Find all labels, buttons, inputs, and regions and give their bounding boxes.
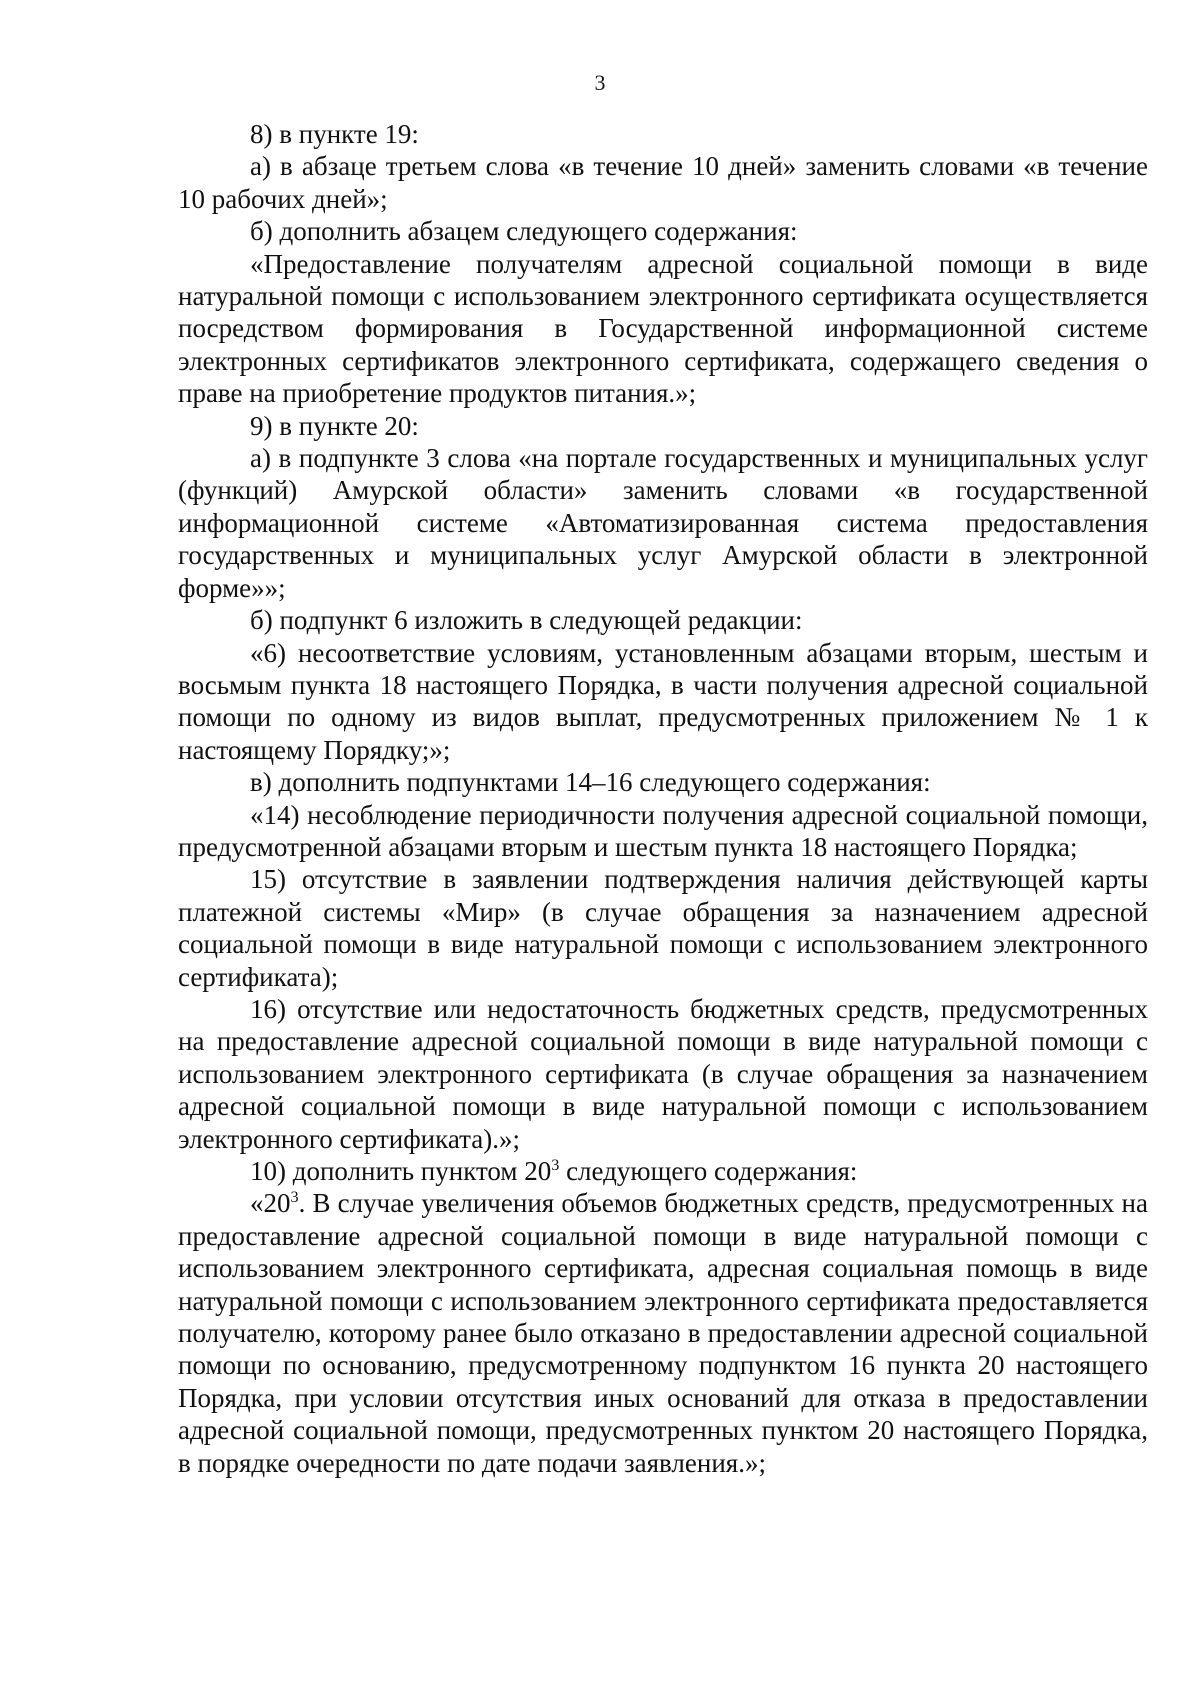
superscript-mark: 3 [290, 1188, 299, 1207]
superscript-mark: 3 [551, 1156, 560, 1174]
paragraph-item-10-text-end: следующего содержания: [559, 1156, 858, 1186]
paragraph-item-9b: б) подпункт 6 изложить в следующей редакции: [250, 605, 803, 636]
paragraph-point-20-3 [178, 1187, 1148, 1479]
paragraph-item-8a: а) в абзаце третьем слова «в течение 10 дней» заменить словами «в течение 10 рабочих дней»; [178, 151, 1148, 214]
paragraph-item-10 [178, 1155, 1148, 1187]
paragraph-quote-electronic-certificate: «Предоставление получателям адресной социальной помощи в виде натуральной помощи с использованием электронного сертификата осуществляется посредством формирования в Государственной информационной системе электронных сертификатов электронного сертификата, содержащего сведения о праве на приобретение продуктов питания.»; [178, 248, 1148, 409]
page-number: 3 [594, 70, 606, 95]
paragraph-subitem-6: «6) несоответствие условиям, установленным абзацами вторым, шестым и восьмым пункта 18 настоящего Порядка, в части получения адресной социальной помощи по одному из видов выплат, предусмотренных приложением № 1 к настоящему Порядку;»; [178, 637, 1148, 765]
paragraph-subitem-16: 16) отсутствие или недостаточность бюджетных средств, предусмотренных на предоставление адресной социальной помощи в виде натуральной помощи с использованием электронного сертификата (в случае обращения за назначением адресной социальной помощи в виде натуральной помощи с использованием электронного сертификата).»; [178, 993, 1148, 1154]
paragraph-item-9a: а) в подпункте 3 слова «на портале государственных и муниципальных услуг (функций) Амурской области» заменить словами «в государственной информационной системе «Автоматизированная система предоставления государственных и муниципальных услуг Амурской области в электронной форме»»; [178, 443, 1148, 603]
paragraph-item-10-text: 10) дополнить пунктом 20 [250, 1156, 552, 1186]
paragraph-subitem-15: 15) отсутствие в заявлении подтверждения наличия действующей карты платежной системы «Мир» (в случае обращения за назначением адресной социальной помощи в виде натуральной помощи с использованием электронного сертификата); [178, 864, 1148, 992]
paragraph-subitem-14: «14) несоблюдение периодичности получения адресной социальной помощи, предусмотренной абзацами вторым и шестым пункта 18 настоящего Порядка; [178, 799, 1148, 862]
paragraph-item-9: 9) в пункте 20: [250, 410, 419, 441]
paragraph-item-8: 8) в пункте 19: [250, 119, 419, 149]
paragraph-item-9v: в) дополнить подпунктами 14–16 следующего содержания: [250, 767, 931, 798]
document-body [178, 118, 1148, 1479]
paragraph-point-20-3-text: . В случае увеличения объемов бюджетных средств, предусмотренных на предоставление адресной социальной помощи в виде натуральной помощи с использованием электронного сертификата, адресная социальная помощь в виде натуральной помощи с использованием электронного сертификата предоставляется получателю, которому ранее было отказано в предоставлении адресной социальной помощи по основанию, предусмотренному подпунктом 16 пункта 20 настоящего Порядка, при условии отсутствия иных оснований для отказа в предоставлении адресной социальной помощи, предусмотренных пунктом 20 настоящего Порядка, в порядке очередности по дате подачи заявления.»; [178, 1188, 1148, 1478]
paragraph-point-20-3-start: «20 [250, 1188, 291, 1219]
paragraph-item-8b: б) дополнить абзацем следующего содержания: [250, 216, 798, 247]
